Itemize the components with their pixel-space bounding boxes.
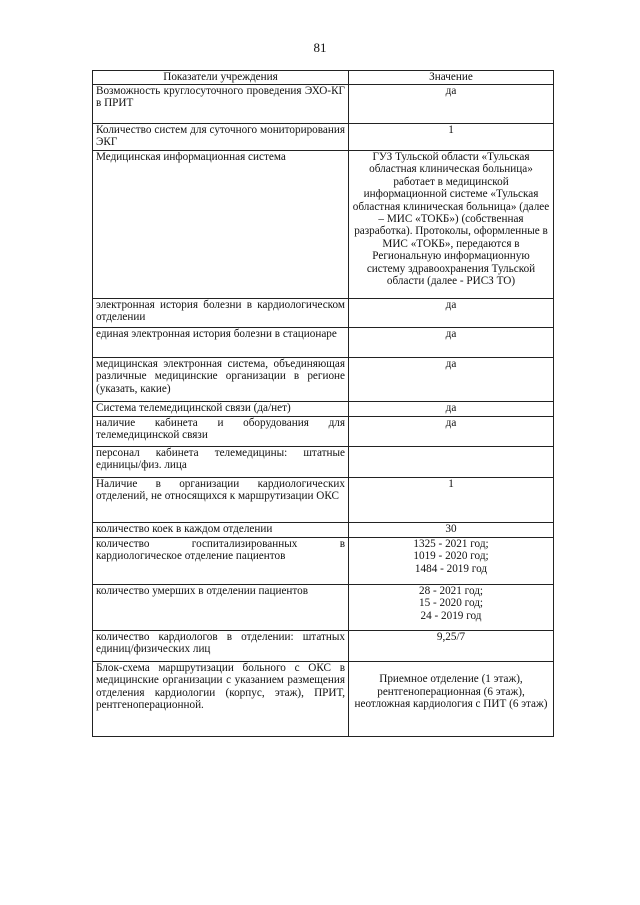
value-cell: [349, 662, 554, 737]
table-row: [93, 447, 554, 478]
value-line: 1: [448, 478, 454, 490]
page-number: 81: [313, 40, 327, 55]
table-row: [93, 523, 554, 538]
indicator-cell: Медицинская информационная система: [93, 151, 349, 299]
value-cell: [349, 328, 554, 358]
table-row: [93, 124, 554, 151]
indicator-cell: Количество систем для суточного мониторирования ЭКГ: [93, 124, 349, 151]
value-cell: [349, 358, 554, 402]
value-cell: [349, 447, 554, 478]
indicator-cell: Наличие в организации кардиологических отделений, не относящихся к маршрутизации ОКС: [93, 478, 349, 523]
value-cell: [349, 124, 554, 151]
indicator-cell: Система телемедицинской связи (да/нет): [93, 402, 349, 417]
indicator-cell: медицинская электронная система, объединяющая различные медицинские организации в регионе (указать, какие): [93, 358, 349, 402]
value-line: 28 - 2021 год;: [418, 585, 484, 597]
value-cell: [349, 478, 554, 523]
value-line: 30: [445, 523, 457, 535]
value-line: да: [445, 299, 457, 311]
value-line: 1019 - 2020 год;: [413, 550, 489, 563]
value-line: Приемное отделение (1 этаж), рентгеноперационная (6 этаж), неотложная кардиология с ПИТ (6 этаж): [354, 673, 548, 711]
value-line: 1325 - 2021 год;: [413, 538, 489, 550]
table-row: [93, 417, 554, 447]
value-line: 9,25/7: [436, 631, 466, 643]
indicator-cell: Возможность круглосуточного проведения ЭХО-КГ в ПРИТ: [93, 85, 349, 124]
value-cell: [349, 631, 554, 662]
indicator-cell: количество госпитализированных в кардиологическое отделение пациентов: [93, 538, 349, 585]
value-line: да: [445, 328, 457, 340]
table-row: [93, 85, 554, 124]
header-indicators: Показатели учреждения: [93, 71, 349, 85]
value-cell: [349, 402, 554, 417]
indicator-cell: количество кардиологов в отделении: штатных единиц/физических лиц: [93, 631, 349, 662]
value-cell: [349, 585, 554, 631]
value-cell: [349, 417, 554, 447]
table-row: [93, 478, 554, 523]
table-row: [93, 662, 554, 737]
indicators-table: [92, 70, 554, 737]
indicator-cell: Блок-схема маршрутизации больного с ОКС в медицинские организации с указанием размещения отделения кардиологии (корпус, этаж), ПРИТ, рентгеноперационной.: [93, 662, 349, 737]
indicator-cell: электронная история болезни в кардиологическом отделении: [93, 299, 349, 328]
value-line: 1484 - 2019 год: [414, 562, 488, 575]
header-value: Значение: [349, 71, 554, 85]
table-row: [93, 151, 554, 299]
value-cell: [349, 151, 554, 299]
value-line: 1: [448, 124, 454, 136]
indicator-cell: количество умерших в отделении пациентов: [93, 585, 349, 631]
value-cell: [349, 85, 554, 124]
value-line: 15 - 2020 год;: [418, 597, 484, 610]
table-row: [93, 299, 554, 328]
value-line: да: [445, 85, 457, 97]
table-row: [93, 328, 554, 358]
table-row: [93, 538, 554, 585]
indicator-cell: персонал кабинета телемедицины: штатные единицы/физ. лица: [93, 447, 349, 478]
value-cell: [349, 538, 554, 585]
indicator-cell: единая электронная история болезни в стационаре: [93, 328, 349, 358]
indicator-cell: наличие кабинета и оборудования для телемедицинской связи: [93, 417, 349, 447]
value-line: да: [445, 402, 457, 414]
table-row: [93, 585, 554, 631]
value-cell: [349, 299, 554, 328]
value-cell: [349, 523, 554, 538]
value-line: 24 - 2019 год: [420, 609, 482, 622]
indicator-cell: количество коек в каждом отделении: [93, 523, 349, 538]
table-header-row: [93, 71, 554, 85]
value-line: да: [445, 358, 457, 370]
table-row: [93, 358, 554, 402]
value-line: ГУЗ Тульской области «Тульская областная клиническая больница» работает в медицинской информационной системе «Тульская областная клиническая больница» (далее – МИС «ТОКБ») (собственная разработка). Протоколы, оформленные в МИС «ТОКБ», передаются в Региональную информационную систему здравоохранения Тульской области (далее - РИСЗ ТО): [352, 151, 550, 288]
table-row: [93, 402, 554, 417]
value-line: да: [445, 417, 457, 429]
table-row: [93, 631, 554, 662]
